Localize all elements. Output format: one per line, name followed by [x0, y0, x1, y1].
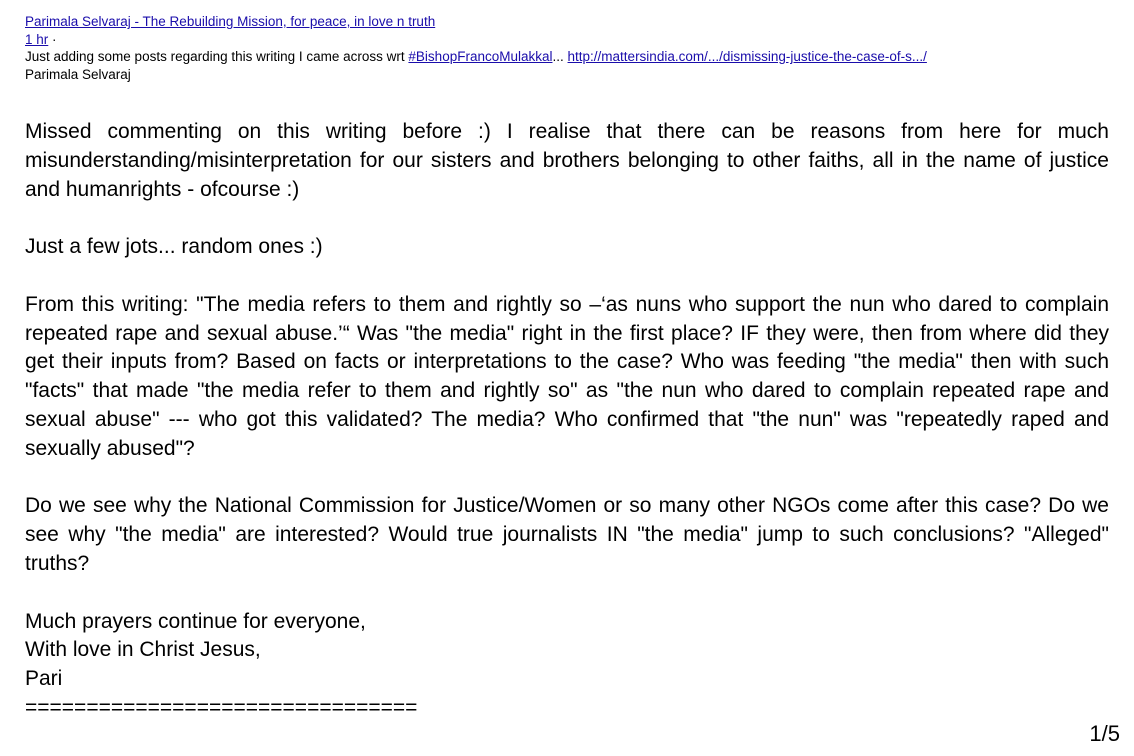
page-number: 1/5: [1089, 721, 1120, 746]
closing-line-2: With love in Christ Jesus,: [25, 638, 261, 662]
timestamp-link[interactable]: 1 hr: [25, 31, 49, 47]
post-body: [25, 118, 1109, 723]
ellipsis-text: ...: [552, 49, 564, 64]
closing-line-1: Much prayers continue for everyone,: [25, 609, 366, 633]
paragraph-3: From this writing: "The media refers to them and rightly so –‘as nuns who support the nun who dared to complain repeated rape and sexual abuse.’“ Was "the media" right in the first place? IF they were, then from where did they get their inputs from? Based on facts or interpretations to the case? Who was feeding "the media" then with such "facts" that made "the media refer to them and rightly so" as "the nun who dared to complain repeated rape and sexual abuse" --- who got this validated? The media? Who confirmed that "the nun" was "repeatedly raped and sexually abused"?: [25, 292, 1109, 460]
post-intro-line: [25, 48, 1115, 66]
paragraph-1: Missed commenting on this writing before :) I realise that there can be reasons from here for much misunderstanding/misinterpretation for our sisters and brothers belonging to other faiths, all in the name of justice and humanrights - ofcourse :): [25, 120, 1109, 201]
author-line: [25, 13, 1115, 31]
timestamp-line: [25, 31, 1115, 49]
hashtag-link[interactable]: #BishopFrancoMulakkal: [408, 49, 553, 64]
paragraph-gap: [25, 579, 1109, 608]
timestamp-separator: ·: [52, 31, 57, 47]
divider-line: ================================: [25, 695, 418, 719]
signature: Pari: [25, 667, 63, 691]
paragraph-2: Just a few jots... random ones :): [25, 235, 323, 259]
post-intro-text: Just adding some posts regarding this writing I came across wrt: [25, 49, 409, 64]
closing-block: [25, 608, 1109, 723]
article-url-link[interactable]: http://mattersindia.com/.../dismissing-justice-the-case-of-s.../: [567, 49, 927, 64]
paragraph-gap: [25, 464, 1109, 493]
paragraph-4: Do we see why the National Commission for Justice/Women or so many other NGOs come after this case? Do we see why "the media" are interested? Would true journalists IN "the media" jump to such conclusions? "Alleged" truths?: [25, 494, 1109, 575]
author-name: Parimala Selvaraj: [25, 66, 131, 82]
paragraph-gap: [25, 262, 1109, 291]
author-page-link[interactable]: Parimala Selvaraj - The Rebuilding Mission, for peace, in love n truth: [25, 14, 436, 29]
paragraph-gap: [25, 204, 1109, 233]
post-header: [25, 13, 1115, 83]
